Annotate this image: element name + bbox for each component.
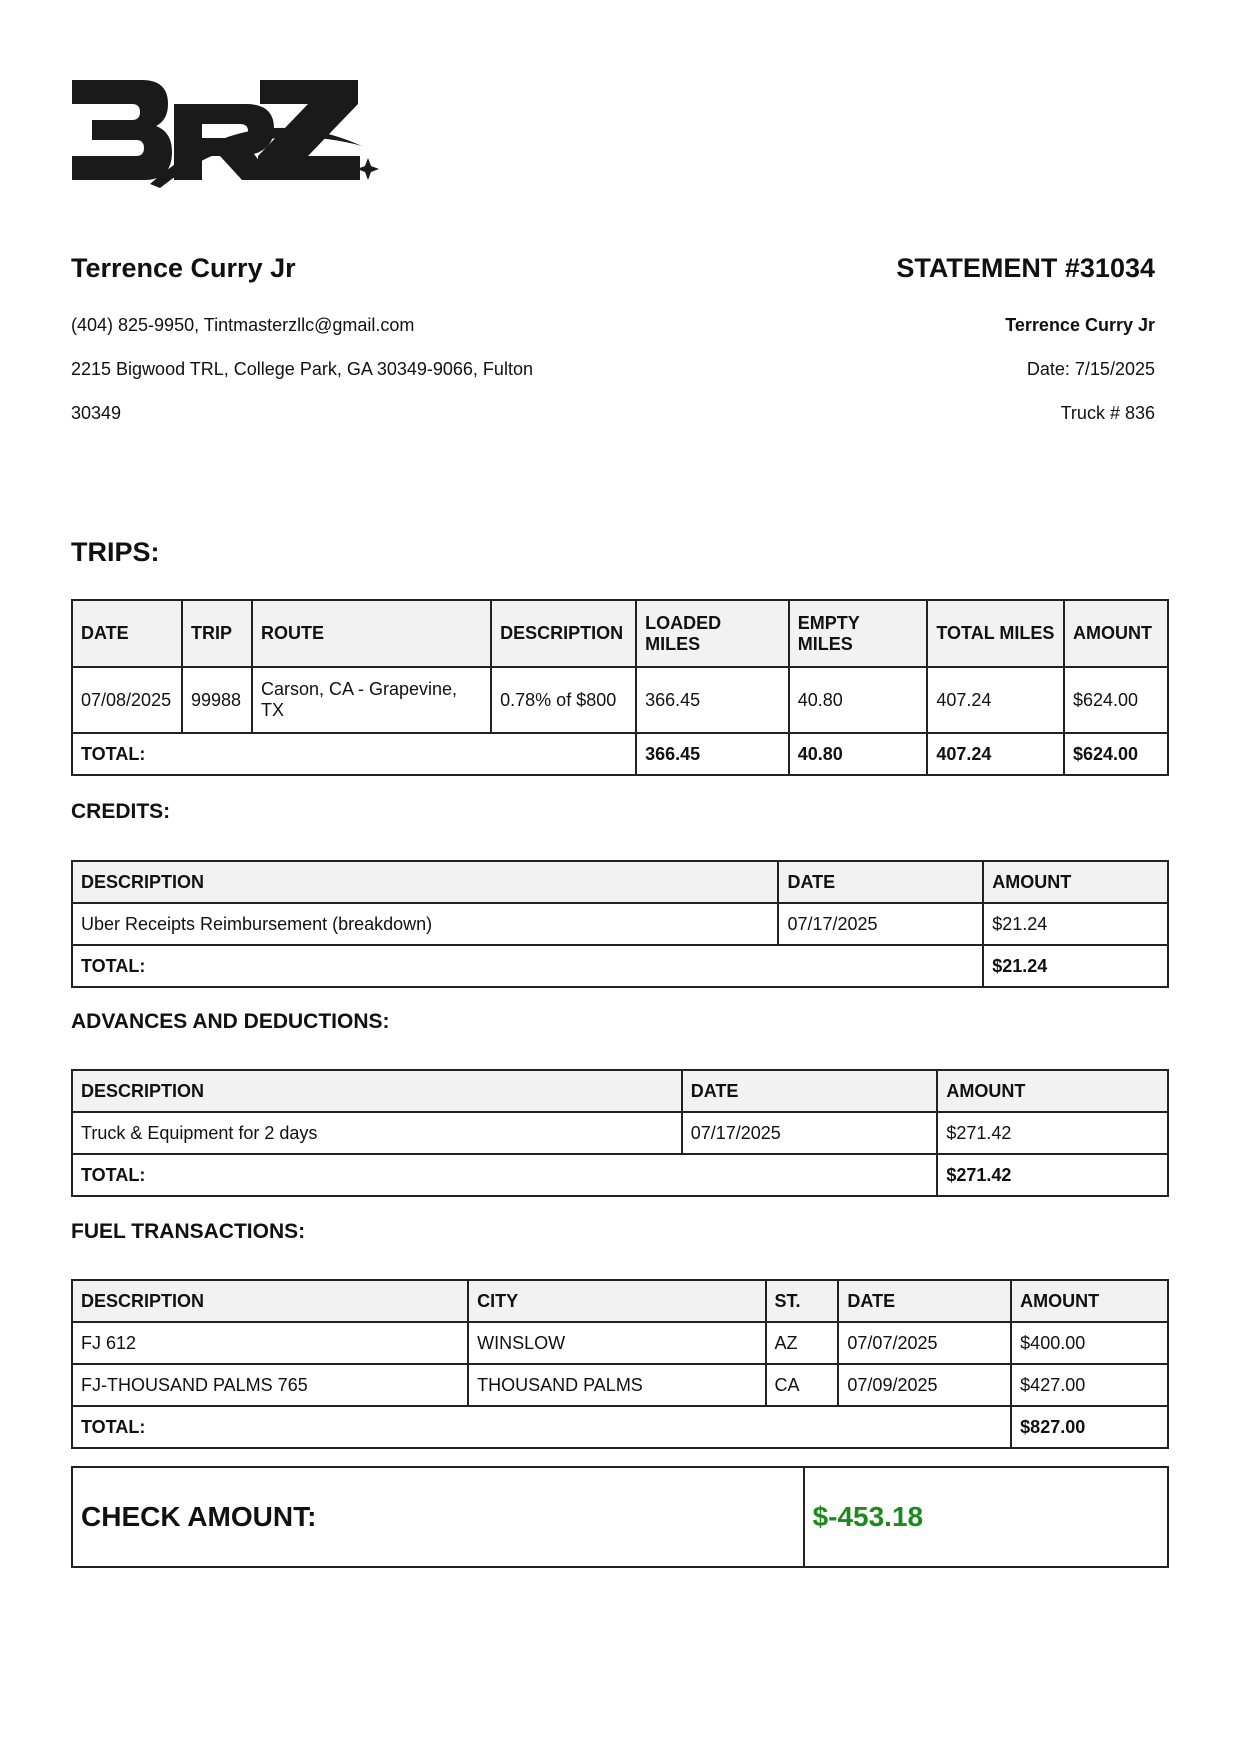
advances-header-description: DESCRIPTION xyxy=(72,1070,682,1112)
advances-total-label: TOTAL: xyxy=(72,1154,937,1196)
driver-info xyxy=(71,252,671,446)
driver-address-line1: 2215 Bigwood TRL, College Park, GA 30349-9066, Fulton xyxy=(71,359,533,379)
credits-table xyxy=(71,860,1169,988)
table-row xyxy=(72,1112,1168,1154)
credits-header-row xyxy=(72,861,1168,903)
fuel-amount: $427.00 xyxy=(1011,1364,1168,1406)
fuel-state: CA xyxy=(766,1364,839,1406)
advance-amount: $271.42 xyxy=(937,1112,1168,1154)
trips-header-empty-miles: EMPTY MILES xyxy=(789,600,928,667)
check-amount-label: CHECK AMOUNT: xyxy=(72,1467,804,1567)
advances-header-row xyxy=(72,1070,1168,1112)
trip-total-miles: 407.24 xyxy=(927,667,1064,733)
fuel-total-amount: $827.00 xyxy=(1011,1406,1168,1448)
trips-total-row xyxy=(72,733,1168,775)
advances-header-date: DATE xyxy=(682,1070,938,1112)
fuel-total-label: TOTAL: xyxy=(72,1406,1011,1448)
trips-header-total-miles: TOTAL MILES xyxy=(927,600,1064,667)
table-row xyxy=(72,667,1168,733)
fuel-date: 07/07/2025 xyxy=(838,1322,1011,1364)
driver-address-line2: 30349 xyxy=(71,403,122,423)
advances-table xyxy=(71,1069,1169,1197)
trip-empty-miles: 40.80 xyxy=(789,667,928,733)
credit-date: 07/17/2025 xyxy=(778,903,983,945)
table-row xyxy=(72,1364,1168,1406)
fuel-date: 07/09/2025 xyxy=(838,1364,1011,1406)
trip-loaded-miles: 366.45 xyxy=(636,667,789,733)
trips-header-amount: AMOUNT xyxy=(1064,600,1168,667)
fuel-total-row xyxy=(72,1406,1168,1448)
advances-total-row xyxy=(72,1154,1168,1196)
credits-title: CREDITS: xyxy=(71,800,171,823)
credits-total-amount: $21.24 xyxy=(983,945,1168,987)
trips-header-date: DATE xyxy=(72,600,182,667)
statement-date: Date: 7/15/2025 xyxy=(1026,359,1155,379)
fuel-table xyxy=(71,1279,1169,1449)
fuel-header-row xyxy=(72,1280,1168,1322)
trips-table xyxy=(71,599,1169,776)
trip-route: Carson, CA - Grapevine, TX xyxy=(252,667,491,733)
table-row xyxy=(72,1322,1168,1364)
trip-number: 99988 xyxy=(182,667,252,733)
fuel-description: FJ-THOUSAND PALMS 765 xyxy=(72,1364,468,1406)
trips-header-trip: TRIP xyxy=(182,600,252,667)
credit-description: Uber Receipts Reimbursement (breakdown) xyxy=(72,903,778,945)
fuel-city: WINSLOW xyxy=(468,1322,765,1364)
check-amount-box xyxy=(71,1466,1169,1568)
trips-total-miles: 407.24 xyxy=(927,733,1064,775)
trips-header-route: ROUTE xyxy=(252,600,491,667)
advance-date: 07/17/2025 xyxy=(682,1112,938,1154)
statement-title: STATEMENT #31034 xyxy=(896,253,1155,283)
fuel-header-state: ST. xyxy=(766,1280,839,1322)
statement-truck: Truck # 836 xyxy=(1060,403,1155,423)
company-logo xyxy=(70,76,380,192)
driver-name: Terrence Curry Jr xyxy=(71,253,296,283)
fuel-header-city: CITY xyxy=(468,1280,765,1322)
fuel-amount: $400.00 xyxy=(1011,1322,1168,1364)
advances-header-amount: AMOUNT xyxy=(937,1070,1168,1112)
advances-title: ADVANCES AND DEDUCTIONS: xyxy=(71,1010,390,1033)
trips-header-row xyxy=(72,600,1168,667)
table-row xyxy=(72,903,1168,945)
trips-total-empty: 40.80 xyxy=(789,733,928,775)
trips-total-label: TOTAL: xyxy=(72,733,636,775)
fuel-title: FUEL TRANSACTIONS: xyxy=(71,1220,306,1243)
fuel-header-date: DATE xyxy=(838,1280,1011,1322)
credits-header-amount: AMOUNT xyxy=(983,861,1168,903)
credits-total-label: TOTAL: xyxy=(72,945,983,987)
advances-total-amount: $271.42 xyxy=(937,1154,1168,1196)
credits-header-date: DATE xyxy=(778,861,983,903)
trips-total-amount: $624.00 xyxy=(1064,733,1168,775)
fuel-description: FJ 612 xyxy=(72,1322,468,1364)
driver-contact: (404) 825-9950, Tintmasterzllc@gmail.com xyxy=(71,315,415,335)
fuel-header-amount: AMOUNT xyxy=(1011,1280,1168,1322)
fuel-state: AZ xyxy=(766,1322,839,1364)
trip-amount: $624.00 xyxy=(1064,667,1168,733)
trips-title: TRIPS: xyxy=(71,537,160,567)
check-amount-value: $-453.18 xyxy=(804,1467,1168,1567)
trips-total-loaded: 366.45 xyxy=(636,733,789,775)
fuel-header-description: DESCRIPTION xyxy=(72,1280,468,1322)
trips-header-description: DESCRIPTION xyxy=(491,600,636,667)
trip-date: 07/08/2025 xyxy=(72,667,182,733)
credits-total-row xyxy=(72,945,1168,987)
statement-info xyxy=(655,252,1155,446)
credit-amount: $21.24 xyxy=(983,903,1168,945)
advance-description: Truck & Equipment for 2 days xyxy=(72,1112,682,1154)
credits-header-description: DESCRIPTION xyxy=(72,861,778,903)
trip-description: 0.78% of $800 xyxy=(491,667,636,733)
fuel-city: THOUSAND PALMS xyxy=(468,1364,765,1406)
statement-name: Terrence Curry Jr xyxy=(1005,315,1155,335)
trips-header-loaded-miles: LOADED MILES xyxy=(636,600,789,667)
